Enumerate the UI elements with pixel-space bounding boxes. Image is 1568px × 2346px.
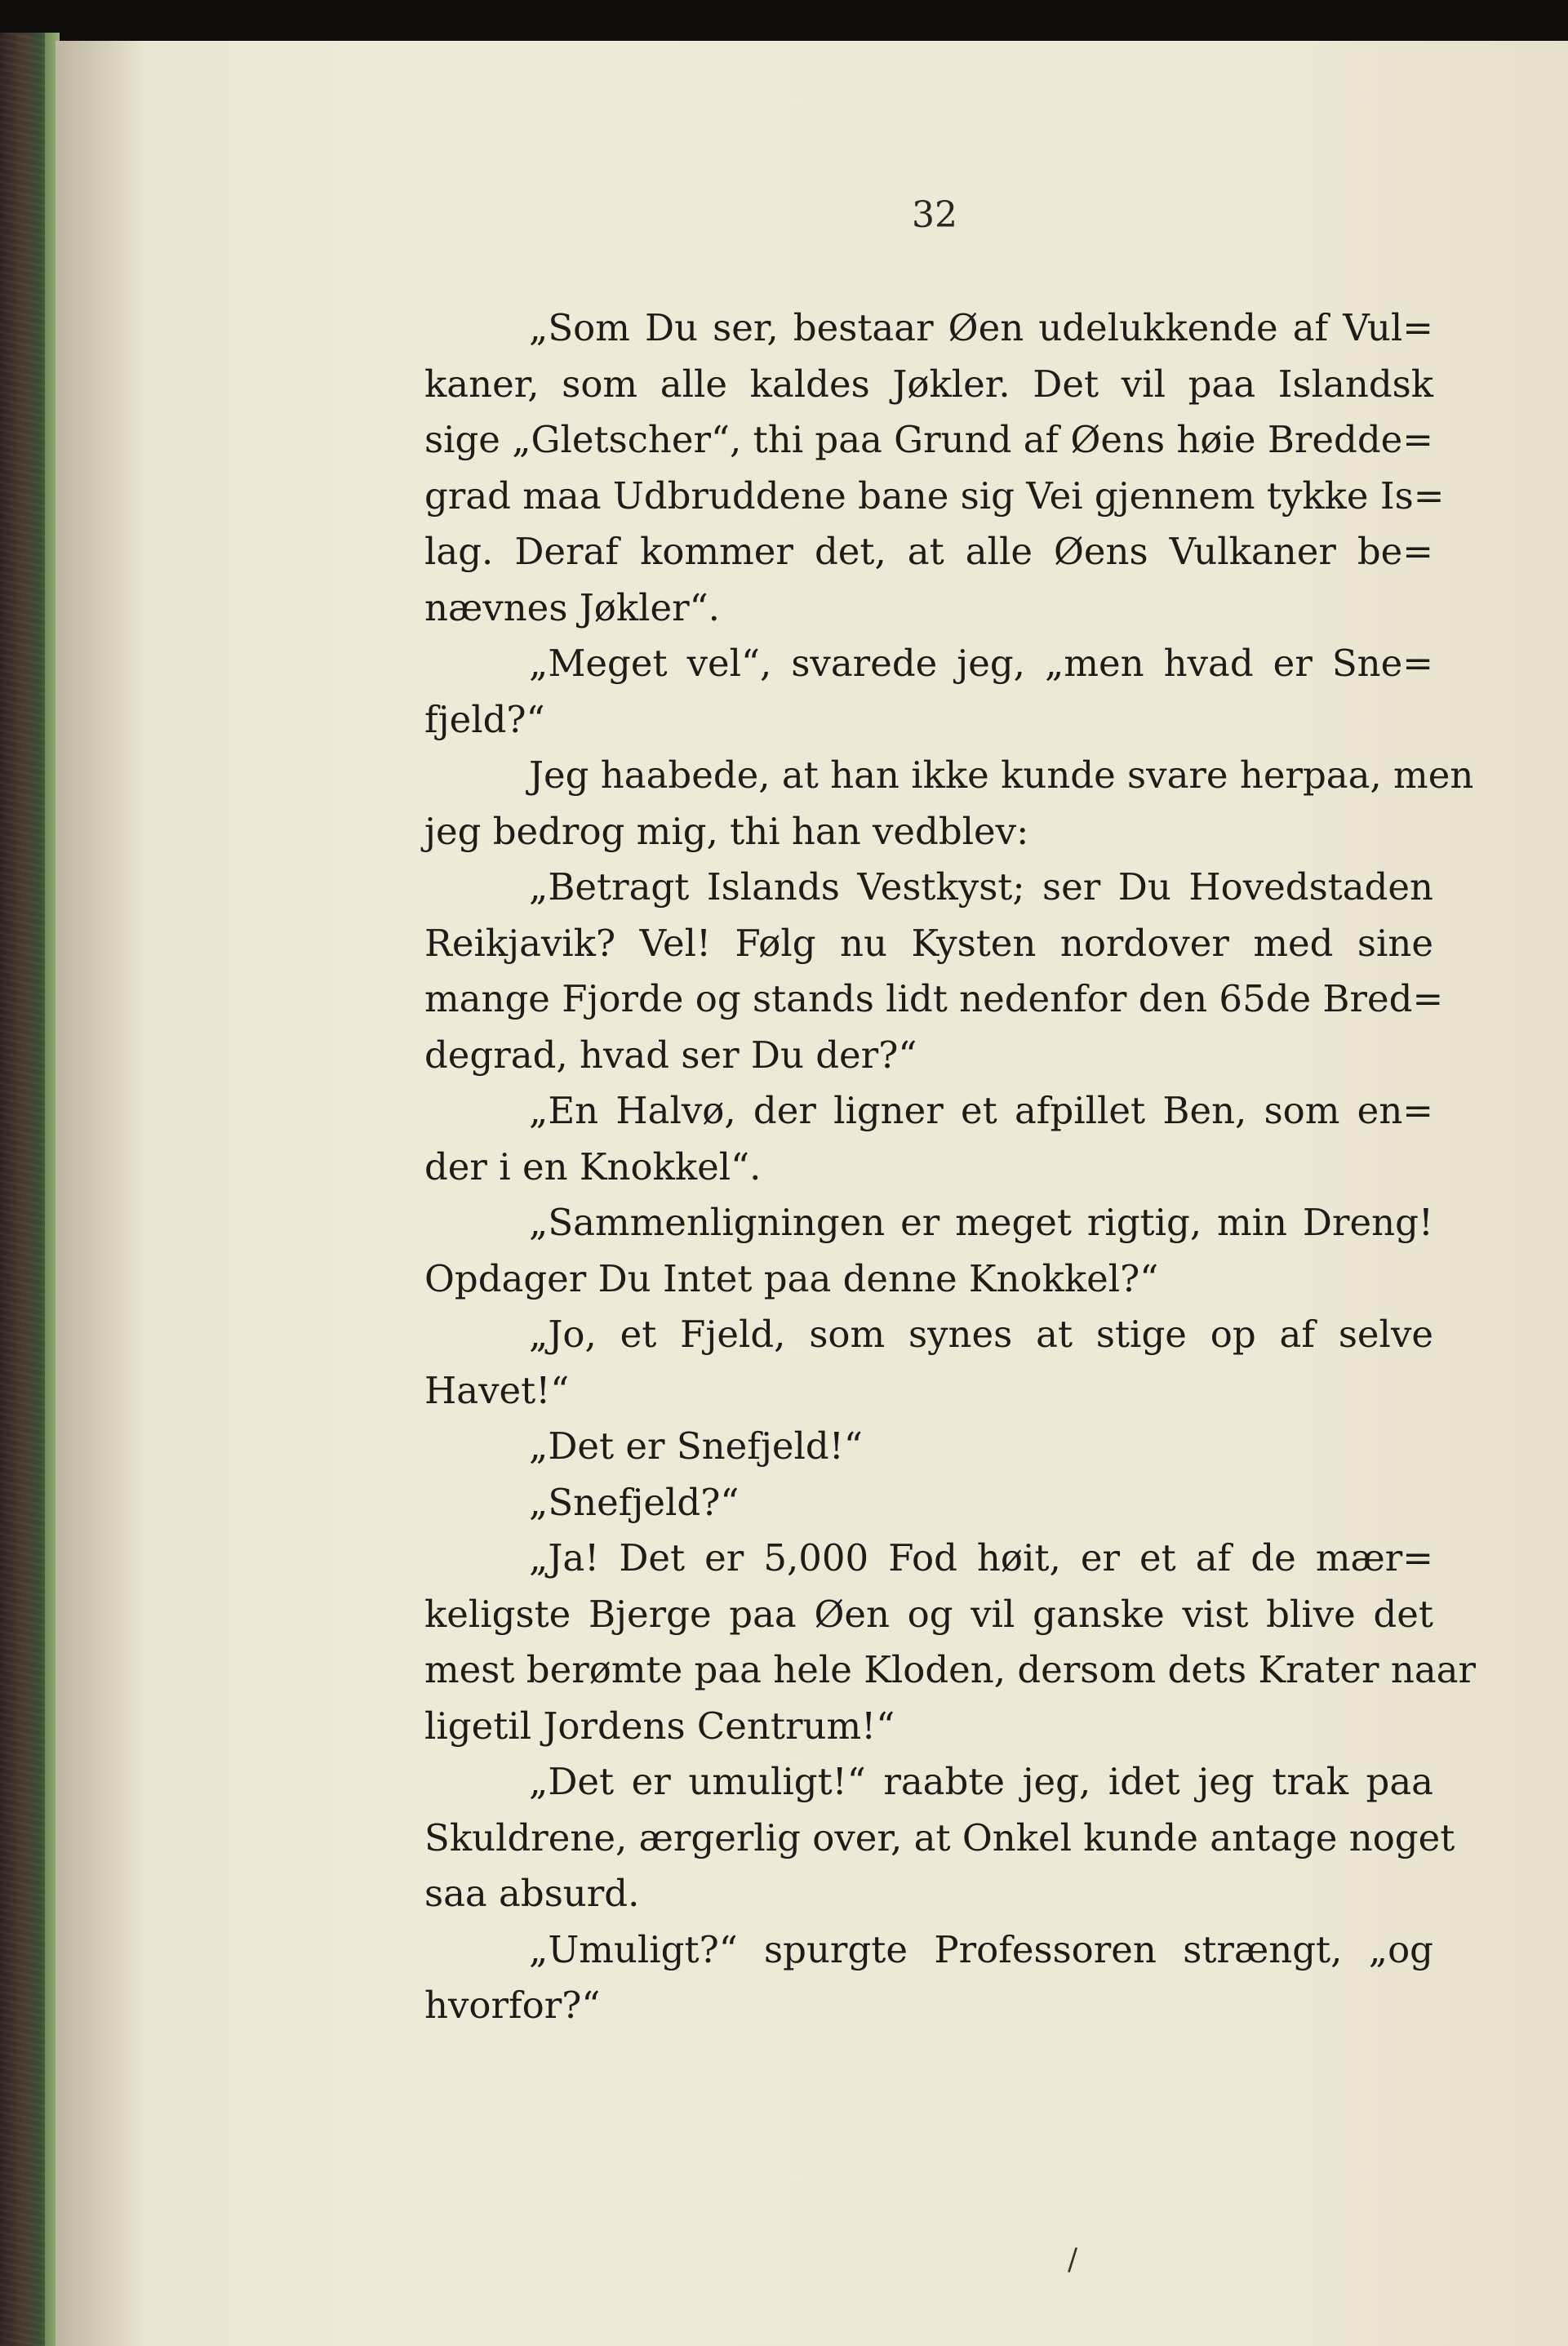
text-line: kaner, som alle kaldes Jøkler. Det vil paa Islandsk (424, 362, 1433, 406)
text-line: „Meget vel“, svarede jeg, „men hvad er Sne= (529, 642, 1433, 685)
text-line: nævnes Jøkler“. (424, 585, 720, 629)
text-line: grad maa Udbruddene bane sig Vei gjennem tykke Is= (424, 473, 1445, 518)
text-line: sige „Gletscher“, thi paa Grund af Øens høie Bredde= (424, 418, 1433, 461)
text-line: „Det er umuligt!“ raabte jeg, idet jeg trak paa (529, 1760, 1433, 1803)
text-line: saa absurd. (424, 1872, 640, 1915)
text-line: „Som Du ser, bestaar Øen udelukkende af Vul= (529, 306, 1433, 349)
text-line: „Umuligt?“ spurgte Professoren strængt, „og (529, 1927, 1433, 1971)
text-line: degrad, hvad ser Du der?“ (424, 1033, 917, 1077)
text-line: hvorfor?“ (424, 1984, 601, 2027)
text-line: Skuldrene, ærgerlig over, at Onkel kunde antage noget (424, 1815, 1455, 1859)
text-line: „Snefjeld?“ (529, 1480, 740, 1524)
text-line: jeg bedrog mig, thi han vedblev: (424, 809, 1029, 853)
text-line: „Ja! Det er 5,000 Fod høit, er et af de mær= (529, 1536, 1433, 1580)
text-line: Reikjavik? Vel! Følg nu Kysten nordover med sine (424, 921, 1433, 965)
text-line: ligetil Jordens Centrum!“ (424, 1704, 895, 1748)
text-line: Opdager Du Intet paa denne Knokkel?“ (424, 1256, 1159, 1300)
ink-mark: / (1068, 2243, 1078, 2277)
text-line: mest berømte paa hele Kloden, dersom dets Krater naar (424, 1648, 1477, 1691)
text-line: mange Fjorde og stands lidt nedenfor den 65de Bred= (424, 977, 1444, 1020)
page-number: 32 (912, 194, 957, 236)
text-line: „Jo, et Fjeld, som synes at stige op af selve (529, 1313, 1433, 1356)
text-line: „Det er Snefjeld!“ (529, 1424, 863, 1468)
text-line: „En Halvø, der ligner et afpillet Ben, som en= (529, 1089, 1433, 1132)
page-gutter-shadow (56, 41, 145, 2346)
text-line: fjeld?“ (424, 697, 545, 741)
text-line: „Sammenligningen er meget rigtig, min Dreng! (529, 1201, 1433, 1244)
text-line: Havet!“ (424, 1368, 570, 1412)
body-text (424, 300, 1477, 2034)
text-line: Jeg haabede, at han ikke kunde svare herpaa, men (529, 753, 1474, 797)
text-line: der i en Knokkel“. (424, 1144, 762, 1189)
text-line: „Betragt Islands Vestkyst; ser Du Hovedstaden (529, 865, 1433, 909)
text-line: lag. Deraf kommer det, at alle Øens Vulkaner be= (424, 530, 1433, 573)
text-line: keligste Bjerge paa Øen og vil ganske vist blive det (424, 1592, 1433, 1636)
